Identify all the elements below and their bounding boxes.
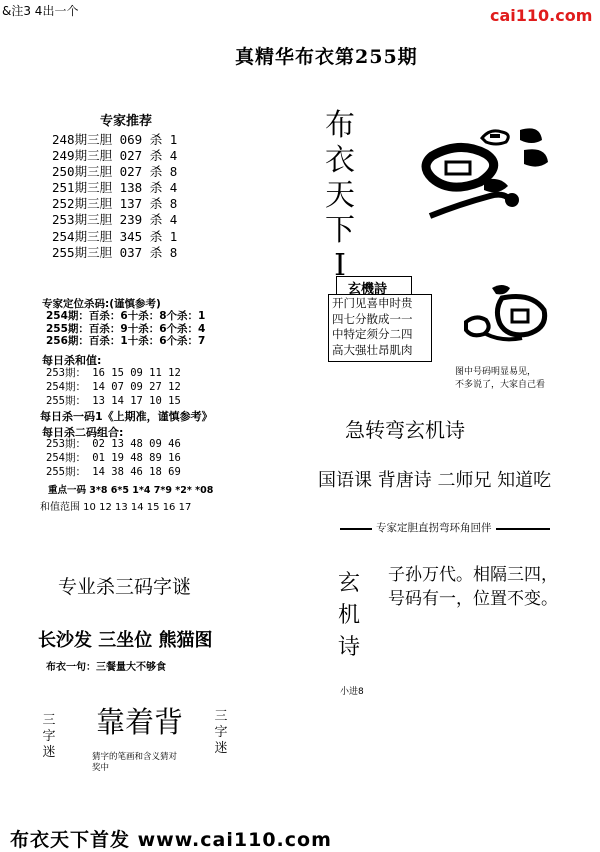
picture-note-line: 不多说了，大家自己看 <box>455 380 546 390</box>
xjs-char: 机 <box>337 603 360 628</box>
footer-brand: 布衣天下首发 www.cai110.com <box>10 829 332 851</box>
daily-one-code: 每日杀一码1《上期准，谨慎参考》 <box>40 410 213 423</box>
expert-heading: 专家推荐 <box>100 114 153 129</box>
two-combo-list <box>46 437 181 479</box>
position-kill-row: 256期：百杀：1十杀：6个杀：7 <box>46 335 206 347</box>
top-note: &注3 4出一个 <box>2 4 79 18</box>
xjs-char: 诗 <box>337 635 360 660</box>
buyi-line: 布衣一句：三餐量大不够食 <box>46 662 166 673</box>
sum-range: 和值范围 10 12 13 14 15 16 17 <box>40 502 192 513</box>
poem-line: 四七分散成一一 <box>332 311 413 326</box>
poem-heading: 玄機詩 <box>348 282 388 297</box>
page-title: 真精华布衣第255期 <box>235 46 418 68</box>
turn-title: 急转弯玄机诗 <box>345 418 465 442</box>
position-kill-row: 255期：百杀：9十杀：6个杀：4 <box>46 322 206 335</box>
expert-list <box>52 132 177 261</box>
daily-sum-row: 254期： 14 07 09 27 12 <box>46 381 181 393</box>
xjs-line: 子孙万代。相隔三四， <box>388 565 558 585</box>
vertical-char: 三 <box>214 709 228 724</box>
vertical-char: 字 <box>214 725 228 740</box>
xjs-line: 号码有一，位置不变。 <box>388 589 558 609</box>
key-code: 重点一码 3*8 6*5 1*4 7*9 *2* *08 <box>48 485 214 496</box>
two-combo-heading: 每日杀二码组合: <box>42 426 124 439</box>
daily-sum-list <box>46 366 181 408</box>
expert-row: 253期三胆 239 杀 4 <box>52 212 178 228</box>
expert-row: 254期三胆 345 杀 1 <box>52 228 178 244</box>
poem-line: 开门见喜申时贵 <box>332 296 413 310</box>
slogan: 国语课 背唐诗 二师兄 知道吃 <box>318 470 552 491</box>
site-badge[interactable]: cai110.com <box>490 6 593 25</box>
vertical-title-char: 天 <box>325 178 355 213</box>
expert-row: 252期三胆 137 杀 8 <box>52 196 178 212</box>
xjs-vertical <box>336 568 362 664</box>
small-note: 小进8 <box>340 687 364 697</box>
position-kill-heading: 专家定位杀码:(谨慎参考) <box>42 298 161 310</box>
expert-row: 249期三胆 027 杀 4 <box>52 148 178 164</box>
vertical-title <box>320 108 360 283</box>
expert-row: 255期三胆 037 杀 8 <box>52 244 178 260</box>
poem-line: 中特定须分二四 <box>332 327 413 341</box>
expert-row: 250期三胆 027 杀 8 <box>52 164 178 180</box>
riddle-hint: 猜字的笔画和含义猜对奖中 <box>92 752 178 773</box>
two-combo-row: 254期： 01 19 48 89 16 <box>46 452 181 464</box>
kill3-riddle: 长沙发 三坐位 熊猫图 <box>38 630 213 651</box>
two-combo-row: 253期： 02 13 48 09 46 <box>46 438 181 450</box>
vertical-title-char: 下 <box>325 213 355 248</box>
vertical-char: 字 <box>42 729 56 744</box>
expert-row: 248期三胆 069 杀 1 <box>52 132 178 147</box>
big-riddle: 靠着背 <box>96 705 184 739</box>
poem-line: 高大强壮昂肌肉 <box>332 342 413 357</box>
vertical-char: 迷 <box>42 745 56 760</box>
poem-lines <box>332 296 413 358</box>
vertical-char: 三 <box>42 713 56 728</box>
vertical-char: 迷 <box>214 741 228 756</box>
ink-drawing-top <box>420 120 560 230</box>
picture-note <box>455 366 545 392</box>
vertical-title-char: I <box>334 248 346 283</box>
kill3-heading: 专业杀三码字谜 <box>58 576 192 598</box>
expert-bar: 专家定胆直拐弯环角回伴 <box>372 520 496 535</box>
two-combo-row: 255期： 14 38 46 18 69 <box>46 466 181 478</box>
picture-note-line: 图中号码明显易见， <box>455 367 537 377</box>
daily-sum-row: 253期： 16 15 09 11 12 <box>46 367 181 379</box>
xjs-char: 玄 <box>337 571 360 596</box>
expert-row: 251期三胆 138 杀 4 <box>52 180 178 196</box>
position-kill-row: 254期：百杀：6十杀：8个杀：1 <box>46 310 206 322</box>
vertical-title-char: 布 <box>325 108 355 143</box>
daily-sum-row: 255期： 13 14 17 10 15 <box>46 395 181 407</box>
vertical-title-char: 衣 <box>325 143 355 178</box>
ink-drawing-mid <box>462 282 552 362</box>
daily-sum-heading: 每日杀和值: <box>42 354 102 367</box>
position-kill-list <box>46 310 205 348</box>
